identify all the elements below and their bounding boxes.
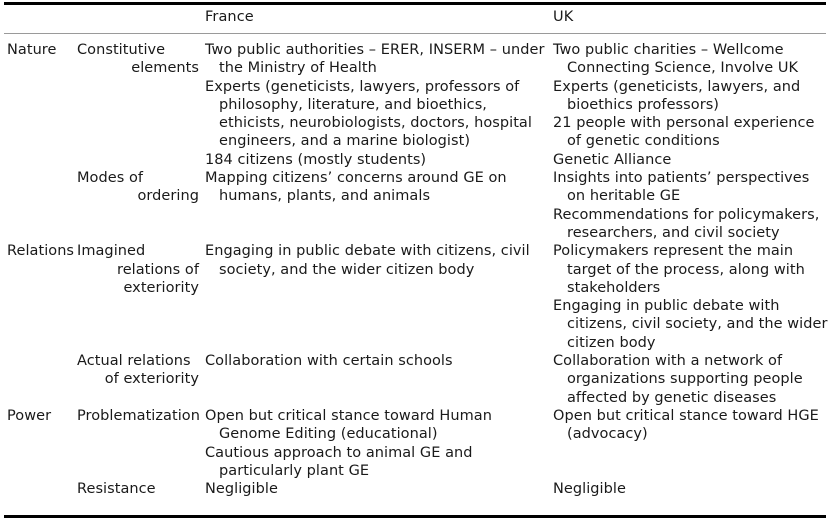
row-subdimension-line: Actual relations bbox=[77, 353, 191, 370]
row-subdimension-line: relations of bbox=[117, 261, 199, 278]
cell-paragraph: Collaboration with a network of organizations supporting people affected by genetic diseases bbox=[553, 353, 803, 406]
row-subdimension-line: exteriority bbox=[123, 279, 199, 296]
row-dimension-label: Relations bbox=[7, 243, 75, 260]
row-subdimension-label bbox=[77, 169, 199, 206]
cell-paragraph: Genetic Alliance bbox=[553, 151, 672, 168]
cell-uk bbox=[553, 169, 828, 242]
row-subdimension-line: Modes of bbox=[77, 170, 144, 187]
cell-uk bbox=[553, 480, 828, 498]
cell-paragraph: Policymakers represent the main target of the process, along with stakeholders bbox=[553, 243, 805, 296]
cell-france bbox=[205, 242, 545, 279]
table-row bbox=[0, 169, 830, 242]
cell-paragraph: Open but critical stance toward HGE (advocacy) bbox=[553, 408, 819, 443]
row-subdimension-label bbox=[77, 480, 199, 498]
row-subdimension-label bbox=[77, 242, 199, 297]
table-row bbox=[0, 480, 830, 498]
cell-paragraph: Recommendations for policymakers, researchers, and civil society bbox=[553, 206, 820, 241]
cell-france bbox=[205, 352, 545, 370]
cell-paragraph: Cautious approach to animal GE and particularly plant GE bbox=[205, 444, 473, 479]
cell-paragraph: Two public authorities – ERER, INSERM – under the Ministry of Health bbox=[205, 42, 545, 77]
column-header-uk: UK bbox=[553, 9, 574, 25]
table-row bbox=[0, 407, 830, 480]
cell-france bbox=[205, 407, 545, 480]
cell-paragraph: Negligible bbox=[553, 481, 626, 498]
column-header-france: France bbox=[205, 9, 254, 25]
row-subdimension-label bbox=[77, 352, 199, 389]
row-subdimension-label bbox=[77, 407, 199, 425]
row-subdimension-label bbox=[77, 41, 199, 78]
table-header-row bbox=[0, 8, 830, 32]
cell-paragraph: Experts (geneticists, lawyers, professors of philosophy, literature, and bioethics, ethicists, neurobiologists, doctors, hospital engineers, and a marine biologist) bbox=[205, 78, 532, 150]
row-subdimension-line: Constitutive bbox=[77, 42, 166, 58]
cell-paragraph: Mapping citizens’ concerns around GE on humans, plants, and animals bbox=[205, 170, 507, 205]
row-subdimension-line: elements bbox=[131, 60, 199, 77]
row-subdimension-line: Resistance bbox=[77, 481, 156, 498]
cell-paragraph: Two public charities – Wellcome Connecting Science, Involve UK bbox=[553, 42, 799, 77]
cell-uk bbox=[553, 41, 828, 169]
cell-uk bbox=[553, 242, 828, 352]
row-subdimension-line: of exteriority bbox=[104, 371, 199, 388]
cell-uk bbox=[553, 352, 828, 407]
table-row bbox=[0, 41, 830, 169]
cell-france bbox=[205, 169, 545, 206]
table-row bbox=[0, 242, 830, 352]
table-row bbox=[0, 352, 830, 407]
cell-france bbox=[205, 41, 545, 169]
row-subdimension-line: Imagined bbox=[77, 243, 146, 260]
row-subdimension-line: Problematization bbox=[77, 408, 200, 424]
cell-paragraph: Open but critical stance toward Human Genome Editing (educational) bbox=[205, 408, 492, 443]
cell-paragraph: Insights into patients’ perspectives on heritable GE bbox=[553, 170, 810, 205]
cell-paragraph: Collaboration with certain schools bbox=[205, 353, 453, 370]
cell-france bbox=[205, 480, 545, 498]
cell-paragraph: 21 people with personal experience of genetic conditions bbox=[553, 115, 815, 150]
cell-paragraph: Engaging in public debate with citizens, civil society, and the wider citizen body bbox=[553, 298, 828, 351]
table-top-rule bbox=[4, 2, 826, 5]
row-dimension-label: Power bbox=[7, 408, 52, 424]
row-subdimension-line: ordering bbox=[137, 188, 199, 205]
cell-paragraph: Engaging in public debate with citizens, civil society, and the wider citizen body bbox=[205, 243, 530, 278]
table-bottom-rule bbox=[4, 515, 826, 518]
cell-paragraph: Negligible bbox=[205, 481, 278, 498]
table-header-rule bbox=[4, 33, 826, 34]
cell-paragraph: 184 citizens (mostly students) bbox=[205, 151, 427, 168]
cell-paragraph: Experts (geneticists, lawyers, and bioethics professors) bbox=[553, 78, 801, 113]
cell-uk bbox=[553, 407, 828, 444]
row-dimension-label: Nature bbox=[7, 42, 57, 58]
